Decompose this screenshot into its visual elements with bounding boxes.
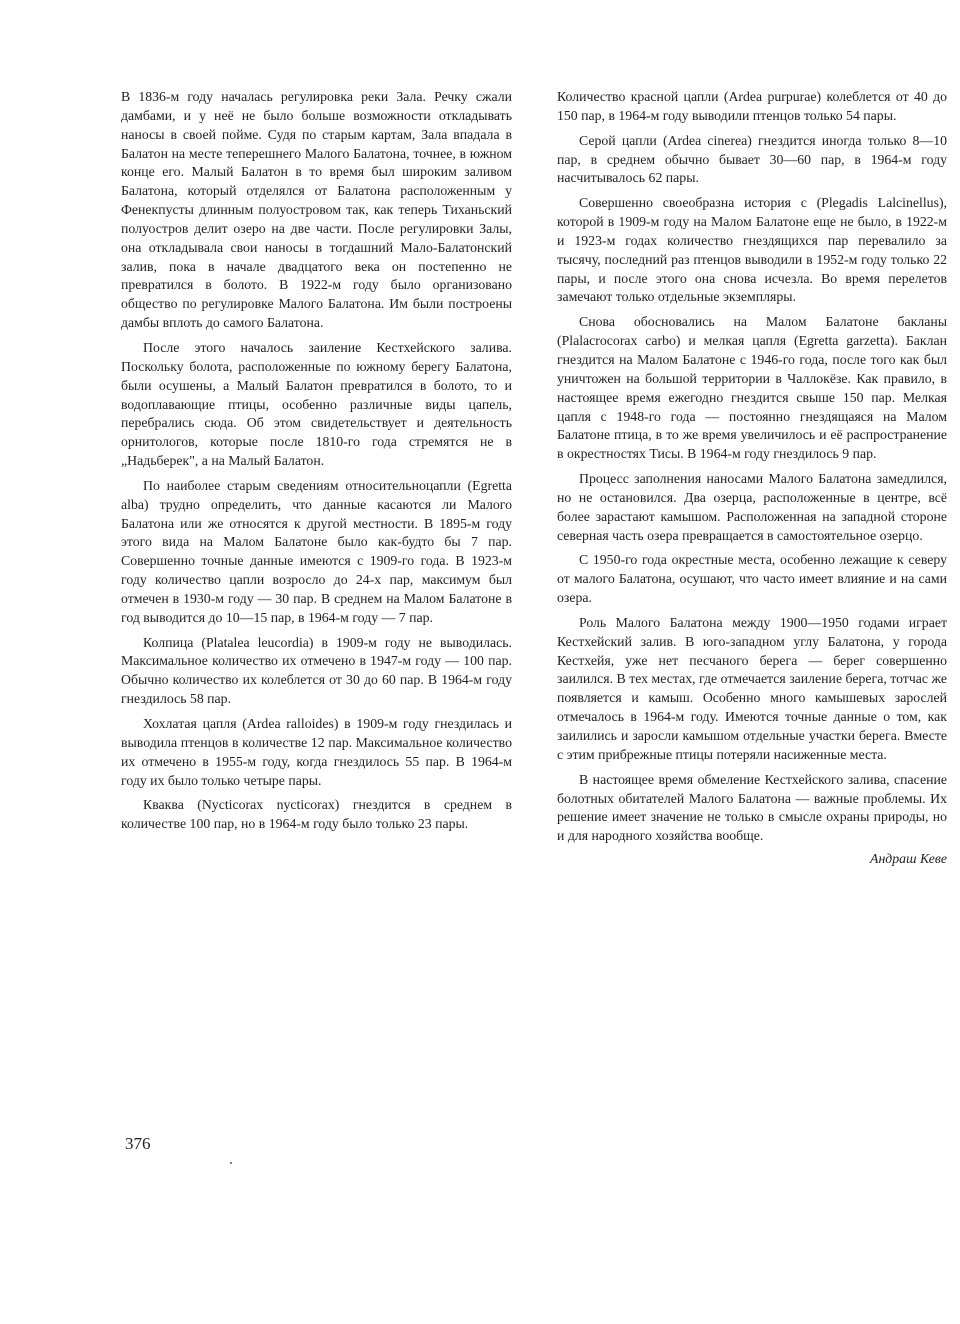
paragraph: Серой цапли (Ardea cinerea) гнездится иногда только 8—10 пар, в среднем обычно бывает 30—60 пар, в 1964-м году насчитывалось 62 пары. (557, 132, 947, 186)
paragraph: Кваква (Nycticorax nycticorax) гнездится в среднем в количестве 100 пар, но в 1964-м году было только 23 пары. (121, 797, 512, 832)
paragraph: Совершенно своеобразна история с (Plegadis Lalcinellus), которой в 1909-м году на Малом Балатоне еще не было, в 1922-м и 1923-м годах количество гнездящихся пар перевалило за тысячу, последний раз птенцов выводили в 1952-м году только 22 пары, и после этого она снова исчезла. Во время перелетов замечают только отдельные экземпляры. (557, 195, 947, 305)
paragraph: Количество красной цапли (Ardea purpurae) колеблется от 40 до 150 пар, в 1964-м году выводили птенцов только 54 пары. (557, 89, 947, 123)
paragraph: По наиболее старым сведениям относительноцапли (Egretta alba) трудно определить, что данные касаются ли Малого Балатона или же относятся к другой местности. В 1895-м году этого вида на Малом Балатоне было как-будто бы 7 пар. Совершенно точные данные имеются с 1909-го года. В 1923-м году количество цапли возросло до 24-х пар, максимум был отмечен в 1930-м году — 30 пар. В среднем на Малом Балатоне в год выводится до 10—15 пар, в 1964-м году — 7 пар. (121, 477, 512, 625)
paragraph: Снова обосновались на Малом Балатоне бакланы (Plalacrocorax carbo) и мелкая цапля (Egretta garzetta). Баклан гнездится на Малом Балатоне с 1946-го года, после того как был уничтожен на большой территории в Чаллокёзе. Как правило, в настоящее время ежегодно гнездится свыше 150 пар. Мелкая цапля с 1948-го года — постоянно гнездящаяся на Малом Балатоне птица, в то же время увеличилось и её распространение в окрестностях Тисы. В 1964-м году гнездилось 9 пар. (557, 314, 947, 462)
paragraph: После этого началось заиление Кестхейского залива. Поскольку болота, расположенные по южному берегу Балатона, были осушены, а Малый Балатон превратился в болото, то и водоплавающие птицы, особенно различные виды цапель, перебрались сюда. Об этом свидетельствует и деятельность орнитологов, которые после 1810-го года стремятся не в „Надьберек", а на Малый Балатон. (121, 339, 512, 469)
paragraph: Хохлатая цапля (Ardea ralloides) в 1909-м году гнездилась и выводила птенцов в количестве 12 пар. Максимальное количество их отмечено в 1955-м году, когда гнездилось 55 пар. В 1964-м году их было только четыре пары. (121, 716, 512, 788)
author-signature: Андраш Кеве (870, 851, 947, 867)
paragraph: Колпица (Platalea leucordia) в 1909-м году не выводилась. Максимальное количество их отмечено в 1947-м году — 100 пар. Обычно количество их колеблется от 30 до 60 пар. В 1964-м году гнездилось 58 пар. (121, 634, 512, 707)
paragraph: В 1836-м году началась регулировка реки Зала. Речку сжали дамбами, и у неё не было больше возможности откладывать наносы в своей пойме. Судя по старым картам, Зала впадала в Балатон на месте теперешнего Малого Балатона, точнее, в южном конце его. Малый Балатон в то время был широким заливом Балатона, который отделялся от Балатона расположенным у Фенекпусты длинным полуостровом так, как теперь Тиханьский полуостров делит озеро на две части. После регулировки Залы, она откладывала свои наносы в тогдашний Мало-Балатонский залив, пока в начале двадцатого века он постепенно не превратился в болото. В 1922-м году было организовано общество по регулировке Малого Балатона. Им были построены дамбы вплоть до самого Балатона. (121, 89, 512, 331)
speck (230, 1162, 232, 1164)
page-number: 376 (125, 1134, 151, 1153)
right-column (557, 88, 947, 869)
left-column (121, 88, 512, 834)
paragraph: Процесс заполнения наносами Малого Балатона замедлился, но не остановился. Два озерца, расположенные в центре, всё более зарастают камышом. Расположенная на западной стороне северная часть озера превращается в самостоятельное озерцо. (557, 471, 947, 543)
paragraph: Роль Малого Балатона между 1900—1950 годами играет Кестхейский залив. В юго-западном углу Балатона, у города Кестхейя, уже нет песчаного берега — берег совершенно заилился. В тех местах, где отмечается заиление берега, тотчас же появляется и камыш. Особенно много камышевых зарослей отмечалось в 1964-м году. Имеются точные данные о том, как заилились и заросли камышом отдельные участки берега. Вместе с этим прибрежные птицы потеряли насиженные места. (557, 614, 947, 762)
paragraph: С 1950-го года окрестные места, особенно лежащие к северу от малого Балатона, осушают, что часто имеет влияние и на сами озера. (557, 552, 947, 606)
paragraph: В настоящее время обмеление Кестхейского залива, спасение болотных обитателей Малого Балатона — важные проблемы. Их решение имеет значение не только в смысле охраны природы, но и для народного хозяйства вообще. (557, 771, 947, 844)
